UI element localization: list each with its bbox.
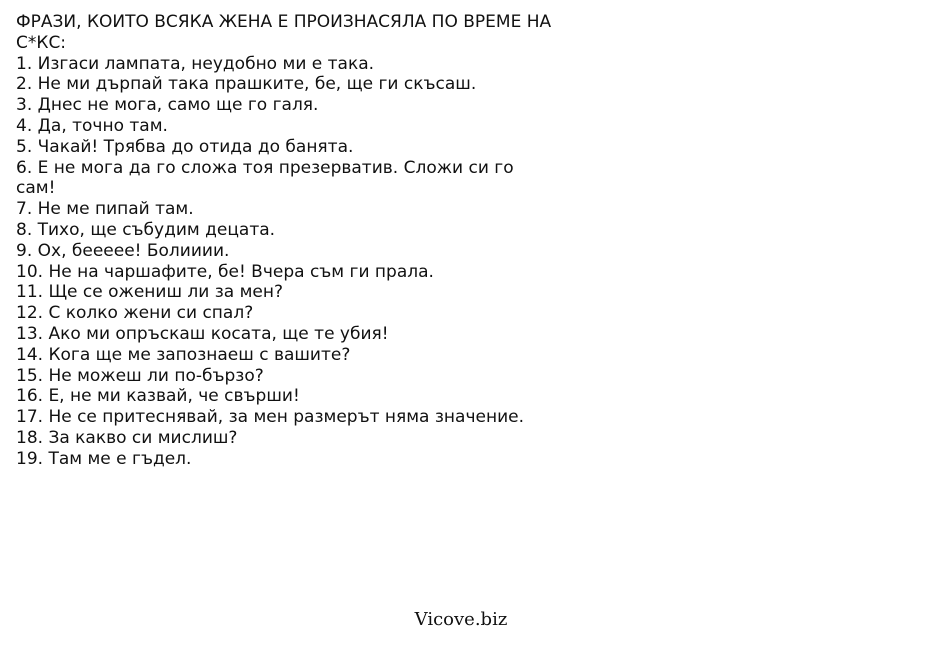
list-item: 7. Не ме пипай там. bbox=[16, 199, 194, 220]
list-item: 16. Е, не ми казвай, че свърши! bbox=[16, 386, 300, 407]
list-item: 6. Е не мога да го сложа тоя презерватив. Сложи си го сам! bbox=[16, 157, 514, 199]
list-item: 13. Ако ми опръскаш косата, ще те убия! bbox=[16, 323, 389, 344]
list-item: 17. Не се притеснявай, за мен размерът няма значение. bbox=[16, 407, 524, 428]
phrase-list bbox=[16, 54, 556, 470]
list-item: 14. Кога ще ме запознаеш с вашите? bbox=[16, 344, 351, 365]
list-item: 18. За какво си мислиш? bbox=[16, 427, 238, 448]
list-item: 4. Да, точно там. bbox=[16, 115, 168, 136]
list-item: 3. Днес не мога, само ще го галя. bbox=[16, 95, 319, 116]
list-item: 10. Не на чаршафите, бе! Вчера съм ги прала. bbox=[16, 261, 434, 282]
list-item: 1. Изгаси лампата, неудобно ми е така. bbox=[16, 53, 375, 74]
list-item: 8. Тихо, ще събудим децата. bbox=[16, 219, 276, 240]
list-item: 11. Ще се ожениш ли за мен? bbox=[16, 282, 284, 303]
watermark-text: Vicove.biz bbox=[414, 609, 508, 630]
list-item: 5. Чакай! Трябва до отида до банята. bbox=[16, 136, 354, 157]
list-item: 2. Не ми дърпай така прашките, бе, ще ги скъсаш. bbox=[16, 74, 477, 95]
phrases-document bbox=[16, 12, 556, 470]
list-item: 12. С колко жени си спал? bbox=[16, 303, 254, 324]
list-item: 9. Ох, беееее! Болииии. bbox=[16, 240, 230, 261]
document-title: ФРАЗИ, КОИТО ВСЯКА ЖЕНА Е ПРОИЗНАСЯЛА ПО ВРЕМЕ НА С*КС: bbox=[16, 12, 552, 53]
list-item: 19. Там ме е гъдел. bbox=[16, 448, 192, 469]
list-item: 15. Не можеш ли по-бързо? bbox=[16, 365, 264, 386]
